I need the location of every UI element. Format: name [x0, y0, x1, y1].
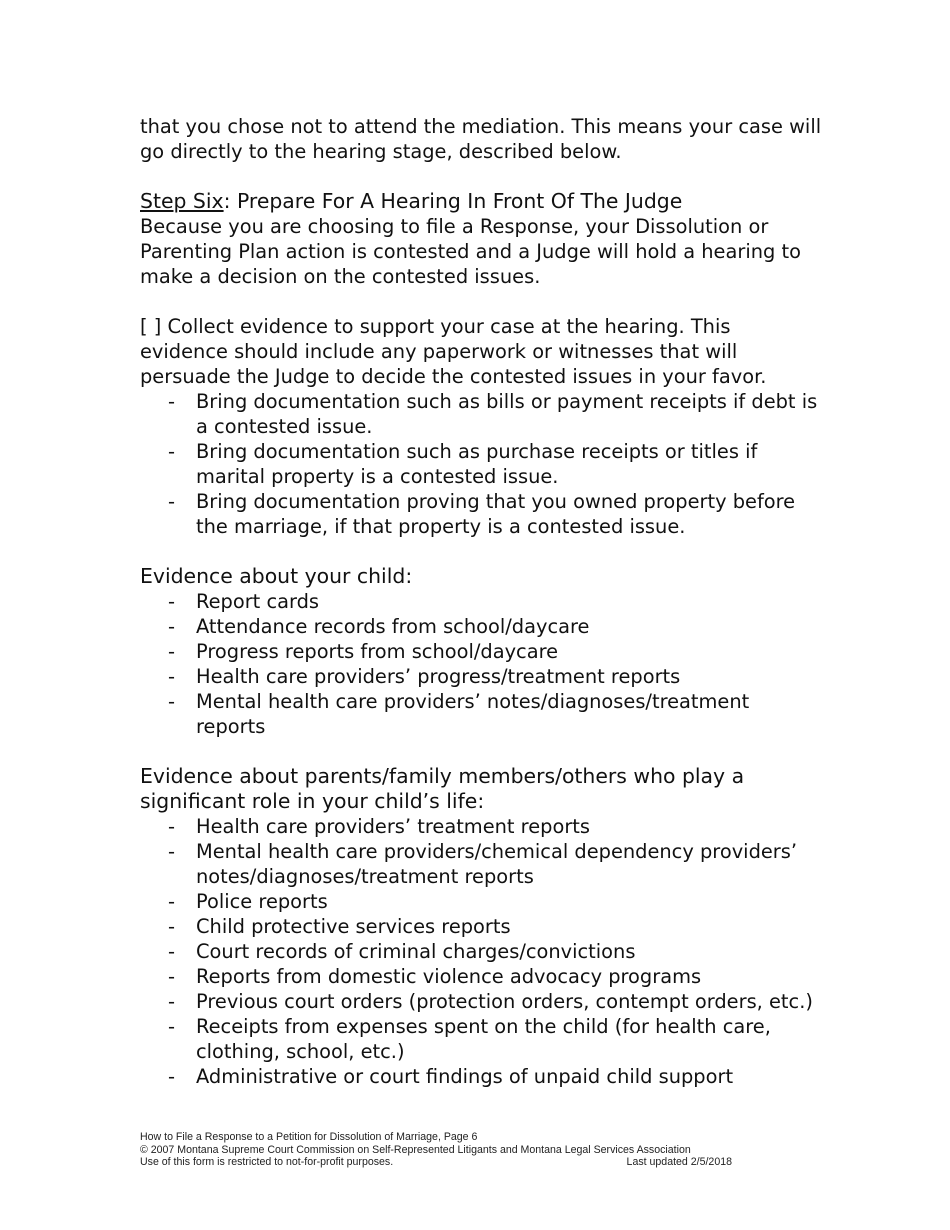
dash-bullet: - [168, 915, 175, 938]
parents-evidence-list [140, 814, 830, 1089]
footer-copyright: © 2007 Montana Supreme Court Commission on Self-Represented Litigants and Montana Legal Services Association [140, 1143, 691, 1156]
list-item-text: Bring documentation such as purchase receipts or titles if [196, 440, 758, 463]
list-item [140, 639, 830, 664]
child-evidence-list [140, 589, 830, 739]
list-item-text: Progress reports from school/daycare [196, 640, 559, 663]
dash-bullet: - [168, 490, 175, 513]
intro-paragraph [140, 114, 830, 164]
list-item-text: the marriage, if that property is a contested issue. [196, 515, 686, 538]
list-item [140, 589, 830, 614]
child-evidence-heading: Evidence about your child: [140, 564, 413, 588]
collect-line: [ ] Collect evidence to support your case at the hearing. This [140, 315, 731, 338]
list-item-text: Child protective services reports [196, 915, 511, 938]
list-item [140, 939, 830, 964]
step-title: : Prepare For A Hearing In Front Of The Judge [223, 189, 683, 213]
dash-bullet: - [168, 690, 175, 713]
page-footer [140, 1131, 732, 1169]
collect-line: evidence should include any paperwork or witnesses that will [140, 340, 738, 363]
body-line: make a decision on the contested issues. [140, 265, 541, 288]
list-item-text: notes/diagnoses/treatment reports [196, 865, 534, 888]
list-item-text: Bring documentation proving that you owned property before [196, 490, 796, 513]
list-item [140, 1014, 830, 1064]
collect-evidence-paragraph [140, 314, 830, 389]
list-item-text: Reports from domestic violence advocacy programs [196, 965, 702, 988]
documentation-list [140, 389, 830, 539]
list-item [140, 1064, 830, 1089]
step-six-body [140, 214, 830, 289]
dash-bullet: - [168, 940, 175, 963]
list-item [140, 489, 830, 539]
list-item-text: reports [196, 715, 266, 738]
dash-bullet: - [168, 965, 175, 988]
list-item [140, 614, 830, 639]
list-item-text: Health care providers’ treatment reports [196, 815, 591, 838]
body-line: Because you are choosing to file a Response, your Dissolution or [140, 215, 769, 238]
list-item-text: Receipts from expenses spent on the child (for health care, [196, 1015, 771, 1038]
list-item [140, 914, 830, 939]
document-page [140, 114, 830, 1089]
collect-line: persuade the Judge to decide the contested issues in your favor. [140, 365, 767, 388]
heading-line: significant role in your child’s life: [140, 789, 485, 813]
dash-bullet: - [168, 615, 175, 638]
dash-bullet: - [168, 815, 175, 838]
footer-usage-note: Use of this form is restricted to not-for-profit purposes. [140, 1156, 394, 1168]
list-item-text: Mental health care providers’ notes/diagnoses/treatment [196, 690, 750, 713]
dash-bullet: - [168, 390, 175, 413]
intro-line: go directly to the hearing stage, described below. [140, 140, 622, 163]
dash-bullet: - [168, 990, 175, 1013]
dash-bullet: - [168, 640, 175, 663]
list-item-text: Health care providers’ progress/treatment reports [196, 665, 681, 688]
parents-evidence-heading [140, 764, 830, 814]
list-item-text: Administrative or court findings of unpaid child support [196, 1065, 734, 1088]
dash-bullet: - [168, 1065, 175, 1088]
step-label: Step Six [140, 189, 224, 213]
list-item-text: Mental health care providers/chemical dependency providers’ [196, 840, 798, 863]
list-item-text: Attendance records from school/daycare [196, 615, 590, 638]
dash-bullet: - [168, 590, 175, 613]
intro-line: that you chose not to attend the mediation. This means your case will [140, 115, 822, 138]
list-item [140, 389, 830, 439]
step-six-heading [140, 189, 830, 214]
footer-last-updated: Last updated 2/5/2018 [626, 1156, 732, 1168]
list-item [140, 989, 830, 1014]
list-item [140, 839, 830, 889]
footer-row [140, 1156, 732, 1169]
list-item-text: Previous court orders (protection orders, contempt orders, etc.) [196, 990, 813, 1013]
list-item-text: clothing, school, etc.) [196, 1040, 405, 1063]
heading-line: Evidence about parents/family members/others who play a [140, 764, 745, 788]
list-item [140, 889, 830, 914]
list-item [140, 814, 830, 839]
list-item [140, 964, 830, 989]
list-item-text: a contested issue. [196, 415, 373, 438]
list-item-text: Court records of criminal charges/convictions [196, 940, 636, 963]
list-item-text: marital property is a contested issue. [196, 465, 559, 488]
list-item-text: Report cards [196, 590, 320, 613]
dash-bullet: - [168, 1015, 175, 1038]
dash-bullet: - [168, 665, 175, 688]
footer-title: How to File a Response to a Petition for Dissolution of Marriage, Page 6 [140, 1131, 478, 1143]
list-item-text: Bring documentation such as bills or payment receipts if debt is [196, 390, 818, 413]
list-item [140, 439, 830, 489]
list-item [140, 664, 830, 689]
dash-bullet: - [168, 890, 175, 913]
list-item [140, 689, 830, 739]
dash-bullet: - [168, 440, 175, 463]
list-item-text: Police reports [196, 890, 328, 913]
body-line: Parenting Plan action is contested and a Judge will hold a hearing to [140, 240, 801, 263]
dash-bullet: - [168, 840, 175, 863]
